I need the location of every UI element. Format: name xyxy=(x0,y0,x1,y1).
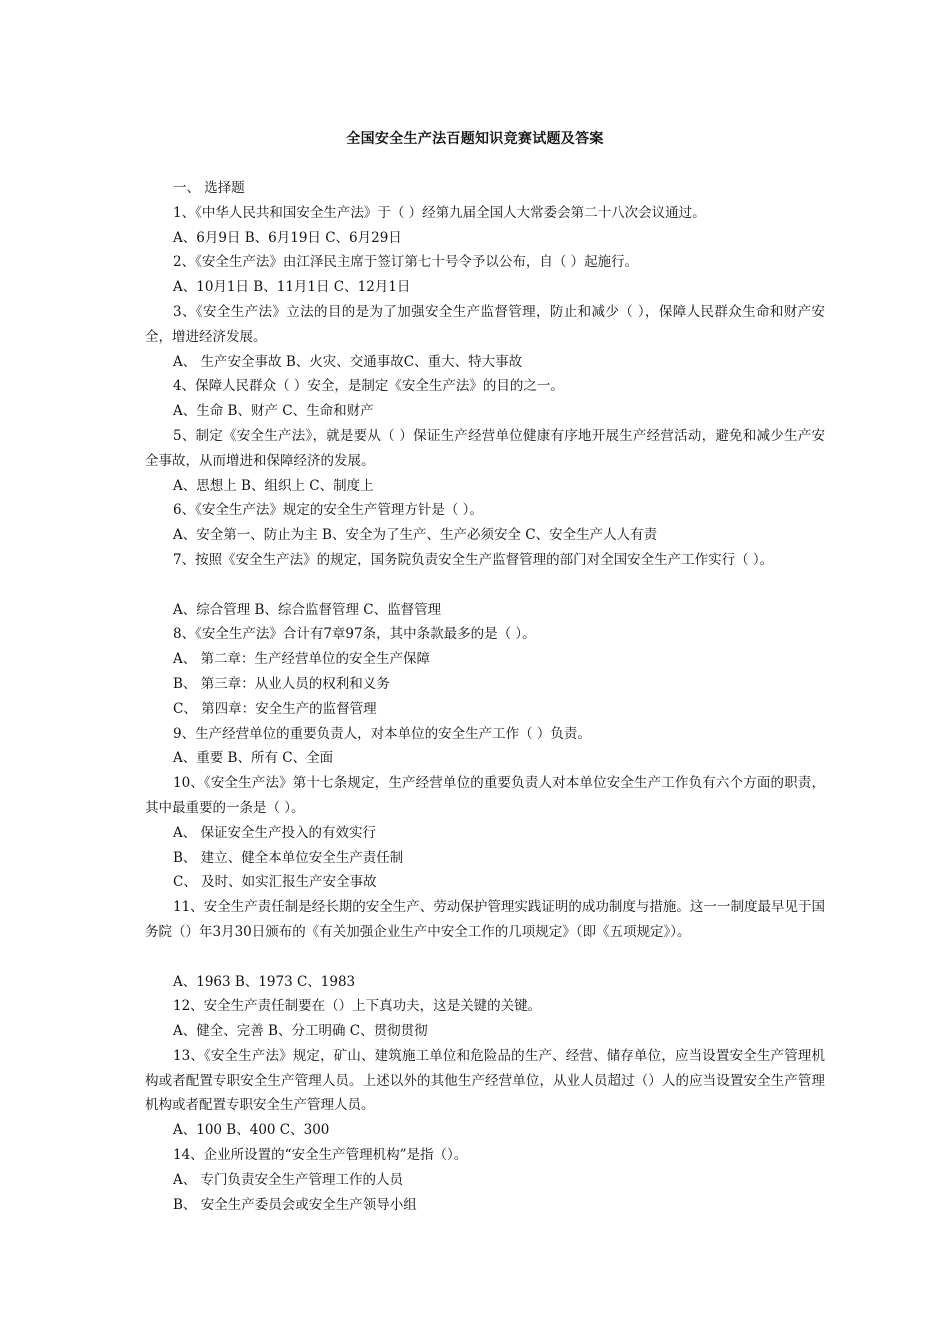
section-heading: 一、 选择题 xyxy=(173,180,245,196)
answer-5: A、思想上 B、组织上 C、制度上 xyxy=(173,477,374,494)
answer-1: A、6月9日 B、6月19日 C、6月29日 xyxy=(173,229,402,246)
answer-2: A、10月1日 B、11月1日 C、12月1日 xyxy=(173,279,411,296)
answer-8-a: A、 第二章：生产经营单位的安全生产保障 xyxy=(173,651,431,668)
answer-10-a: A、 保证安全生产投入的有效实行 xyxy=(173,824,377,841)
answer-10-b: B、 建立、健全本单位安全生产责任制 xyxy=(173,849,404,866)
document-body xyxy=(145,176,825,1217)
question-6: 6、《安全生产法》规定的安全生产管理方针是（ ）。 xyxy=(173,502,483,519)
answer-10-c: C、 及时、如实汇报生产安全事故 xyxy=(173,874,377,891)
answer-14-a: A、 专门负责安全生产管理工作的人员 xyxy=(173,1171,404,1188)
question-8: 8、《安全生产法》合计有7章97条，其中条款最多的是（ ）。 xyxy=(173,626,536,643)
question-2: 2、《安全生产法》由江泽民主席于签订第七十号令予以公布，自（ ）起施行。 xyxy=(173,254,639,271)
blank-line xyxy=(145,573,825,598)
blank-line xyxy=(145,945,825,970)
answer-8-b: B、 第三章：从业人员的权利和义务 xyxy=(173,675,390,692)
question-9: 9、生产经营单位的重要负责人，对本单位的安全生产工作（ ）负责。 xyxy=(173,725,591,742)
answer-13: A、100 B、400 C、300 xyxy=(173,1122,330,1139)
question-4: 4、保障人民群众（ ）安全，是制定《安全生产法》的目的之一。 xyxy=(173,378,564,395)
document-title: 全国安全生产法百题知识竞赛试题及答案 xyxy=(346,131,604,147)
answer-3: A、 生产安全事故 B、火灾、交通事故C、重大、特大事故 xyxy=(173,353,523,370)
answer-4: A、生命 B、财产 C、生命和财产 xyxy=(173,403,374,420)
answer-7: A、综合管理 B、综合监督管理 C、监督管理 xyxy=(173,601,442,618)
answer-11: A、1963 B、1973 C、1983 xyxy=(173,973,356,990)
question-12: 12、安全生产责任制要在（）上下真功夫，这是关键的关键。 xyxy=(173,998,542,1015)
answer-8-c: C、 第四章：安全生产的监督管理 xyxy=(173,700,377,717)
answer-9: A、重要 B、所有 C、全面 xyxy=(173,750,334,767)
question-14: 14、企业所设置的“安全生产管理机构”是指（）。 xyxy=(173,1147,468,1164)
question-5: 5、制定《安全生产法》，就是要从（ ）保证生产经营单位健康有序地开展生产经营活动，避免和减少生产安全事故，从而增进和保障经济的发展。 xyxy=(145,427,825,469)
question-7: 7、按照《安全生产法》的规定，国务院负责安全生产监督管理的部门对全国安全生产工作实行（ ）。 xyxy=(173,551,774,568)
answer-6: A、安全第一、防止为主 B、安全为了生产、生产必须安全 C、安全生产人人有责 xyxy=(173,527,658,544)
question-13: 13、《安全生产法》规定，矿山、建筑施工单位和危险品的生产、经营、储存单位，应当设置安全生产管理机构或者配置专职安全生产管理人员。上述以外的其他生产经营单位，从业人员超过（）人的应当设置安全生产管理机构或者配置专职安全生产管理人员。 xyxy=(145,1047,825,1114)
question-3: 3、《安全生产法》立法的目的是为了加强安全生产监督管理，防止和减少（ ），保障人民群众生命和财产安全，增进经济发展。 xyxy=(145,303,825,345)
question-10: 10、《安全生产法》第十七条规定，生产经营单位的重要负责人对本单位安全生产工作负有六个方面的职责，其中最重要的一条是（ ）。 xyxy=(145,775,825,816)
question-1: 1、《中华人民共和国安全生产法》于（ ）经第九届全国人大常委会第二十八次会议通过。 xyxy=(173,204,706,221)
question-11: 11、安全生产责任制是经长期的安全生产、劳动保护管理实践证明的成功制度与措施。这一一制度最早见于国务院（）年3月30日颁布的《有关加强企业生产中安全工作的几项规定》（即《五项规定》）。 xyxy=(145,899,825,940)
answer-14-b: B、 安全生产委员会或安全生产领导小组 xyxy=(173,1196,417,1213)
answer-12: A、健全、完善 B、分工明确 C、贯彻贯彻 xyxy=(173,1023,428,1040)
